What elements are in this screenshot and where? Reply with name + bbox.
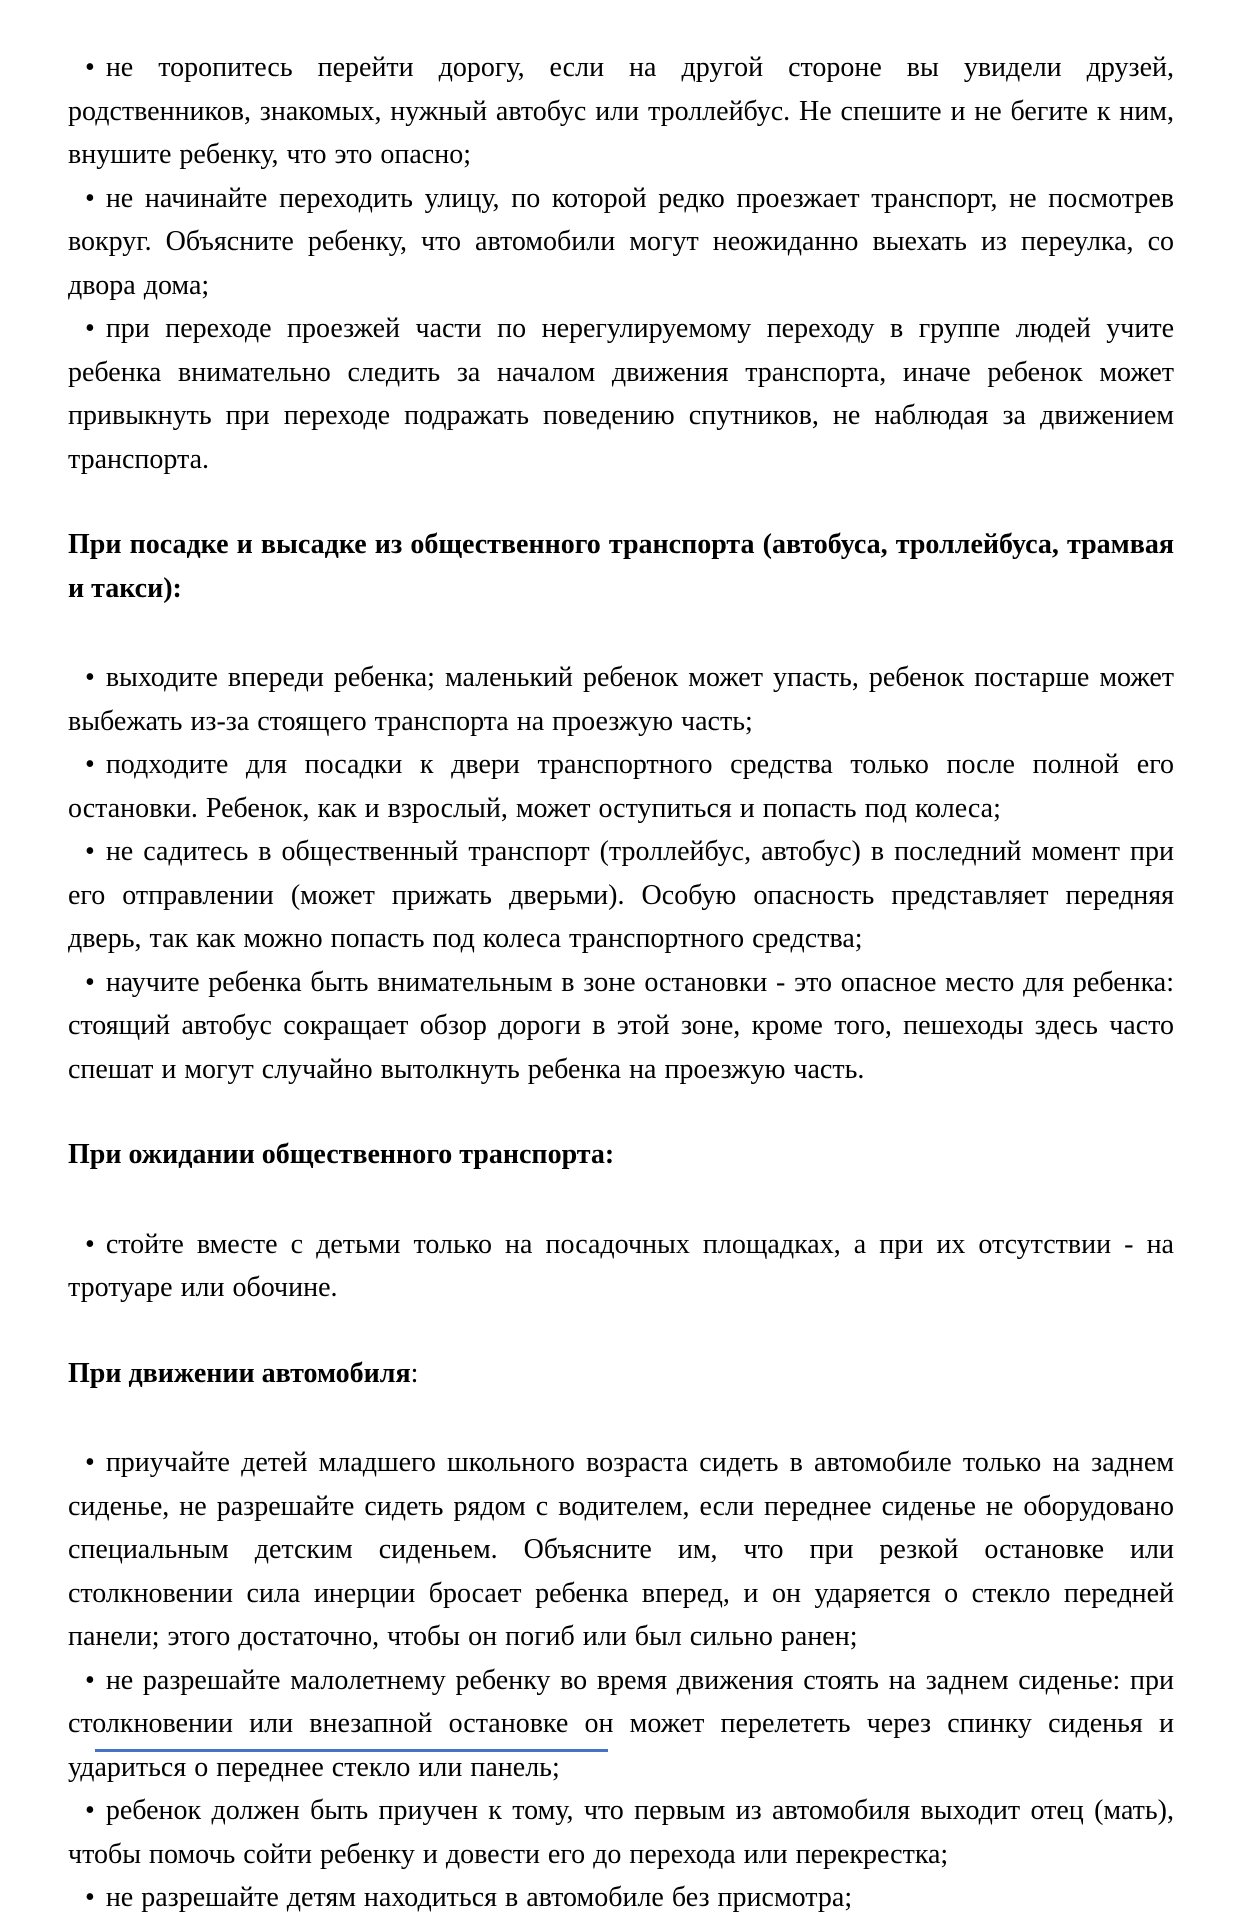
bullet-paragraph [68,656,1174,743]
bullet-marker: • [85,313,95,344]
bullet-marker: • [85,1882,95,1913]
bullet-marker: • [85,1795,95,1826]
bullet-paragraph [68,1223,1174,1310]
bullet-paragraph [68,1659,1174,1790]
bullet-paragraph [68,830,1174,961]
section-heading-suffix: : [410,1357,419,1389]
bullet-paragraph [68,961,1174,1092]
section-heading-text: При ожидании общественного транспорта: [68,1139,615,1170]
bullet-text: научите ребенка быть внимательным в зоне остановки - это опасное место для ребенка: стоящий автобус сокращает обзор дороги в этой зоне, кроме того, пешеходы здесь часто спешат и могут случайно вытолкнуть ребенка на проезжую часть. [68,966,1174,1085]
bullet-text: не садитесь в общественный транспорт (троллейбус, автобус) в последний момент при его отправлении (может прижать дверьми). Особую опасность представляет передняя дверь, так как можно попасть под колеса транспортного средства; [68,836,1174,954]
bullet-marker: • [85,749,95,780]
section-heading-text: При движении автомобиля [68,1357,411,1389]
bullet-marker: • [85,966,95,998]
bullet-text: не разрешайте детям находиться в автомобиле без присмотра; [105,1882,853,1913]
bullet-marker: • [85,1664,95,1696]
bullet-marker: • [85,836,95,867]
bullet-paragraph [68,177,1174,308]
bullet-paragraph [68,1441,1174,1659]
bullet-marker: • [85,662,95,693]
bullet-marker: • [85,182,95,214]
bullet-text: не разрешайте малолетнему ребенку во время движения стоять на заднем сиденье: при столкновении или внезапной остановке он может перелететь через спинку сиденья и удариться о переднее стекло или панель; [68,1664,1174,1783]
footer-rule [95,1749,608,1752]
bullet-text: не торопитесь перейти дорогу, если на другой стороне вы увидели друзей, родственников, знакомых, нужный автобус или троллейбус. Не спешите и не бегите к ним, внушите ребенку, что это опасно; [68,52,1174,170]
section-heading-waiting [68,1133,1174,1177]
bullet-paragraph [68,1876,1174,1920]
section-heading-text: При посадке и высадке из общественного транспорта (автобуса, троллейбуса, трамвая и такси): [68,529,1174,604]
bullet-marker: • [85,1228,95,1260]
bullet-paragraph [68,743,1174,830]
bullet-marker: • [85,1447,95,1478]
bullet-marker: • [85,52,95,83]
bullet-text: стойте вместе с детьми только на посадочных площадках, а при их отсутствии - на тротуаре или обочине. [68,1228,1174,1303]
bullet-text: при переходе проезжей части по нерегулируемому переходу в группе людей учите ребенка внимательно следить за началом движения транспорта, иначе ребенок может привыкнуть при переходе подражать поведению спутников, не наблюдая за движением транспорта. [68,313,1174,475]
bullet-text: ребенок должен быть приучен к тому, что первым из автомобиля выходит отец (мать), чтобы помочь сойти ребенку и довести его до перехода или перекрестка; [68,1795,1174,1870]
bullet-paragraph [68,46,1174,177]
bullet-text: не начинайте переходить улицу, по которой редко проезжает транспорт, не посмотрев вокруг. Объясните ребенку, что автомобили могут неожиданно выехать из переулка, со двора дома; [68,182,1174,301]
bullet-text: подходите для посадки к двери транспортного средства только после полной его остановки. Ребенок, как и взрослый, может оступиться и попасть под колеса; [68,749,1174,824]
bullet-text: выходите впереди ребенка; маленький ребенок может упасть, ребенок постарше может выбежать из-за стоящего транспорта на проезжую часть; [68,662,1174,737]
section-heading-driving [68,1352,1174,1396]
bullet-paragraph [68,1789,1174,1876]
bullet-text: приучайте детей младшего школьного возраста сидеть в автомобиле только на заднем сиденье, не разрешайте сидеть рядом с водителем, если переднее сиденье не оборудовано специальным детским сиденьем. Объясните им, что при резкой остановке или столкновении сила инерции бросает ребенка вперед, и он ударяется о стекло передней панели; этого достаточно, чтобы он погиб или был сильно ранен; [68,1447,1174,1652]
section-heading-boarding [68,523,1174,610]
bullet-paragraph [68,307,1174,481]
